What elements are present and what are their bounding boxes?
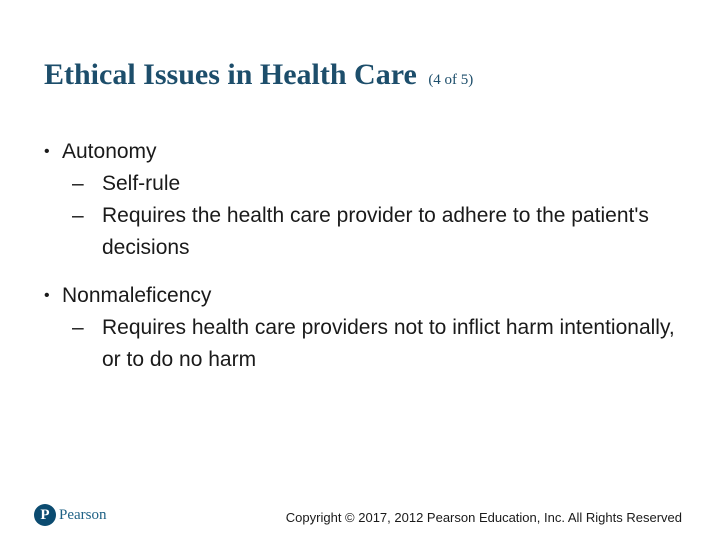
- bullet-autonomy: [44, 136, 684, 168]
- pearson-logo-text: Pearson: [59, 506, 107, 523]
- slide-footer: [0, 498, 720, 538]
- copyright-text: Copyright © 2017, 2012 Pearson Education, Inc. All Rights Reserved: [285, 510, 682, 525]
- dash-icon: –: [72, 316, 84, 339]
- subbullet-text: Requires the health care provider to adhere to the patient's decisions: [102, 204, 649, 259]
- bullet-list: [44, 136, 684, 376]
- subbullet-self-rule: [44, 168, 684, 200]
- bullet-label: Autonomy: [62, 140, 157, 163]
- subbullet-text: Requires health care providers not to inflict harm intentionally, or to do no harm: [102, 316, 675, 371]
- subbullet-adhere: [44, 200, 684, 264]
- dash-icon: –: [72, 204, 84, 227]
- slide-title-suffix: (4 of 5): [428, 72, 474, 88]
- slide-title: [44, 58, 473, 92]
- bullet-dot-icon: •: [44, 287, 50, 304]
- slide-title-text: Ethical Issues in Health Care: [44, 58, 417, 91]
- bullet-label: Nonmaleficency: [62, 284, 212, 307]
- dash-icon: –: [72, 172, 84, 195]
- bullet-dot-icon: •: [44, 143, 50, 160]
- pearson-logo-icon: P: [34, 504, 56, 526]
- subbullet-text: Self-rule: [102, 172, 181, 195]
- bullet-nonmaleficency: [44, 280, 684, 312]
- subbullet-no-harm: [44, 312, 684, 376]
- pearson-logo: [34, 504, 107, 526]
